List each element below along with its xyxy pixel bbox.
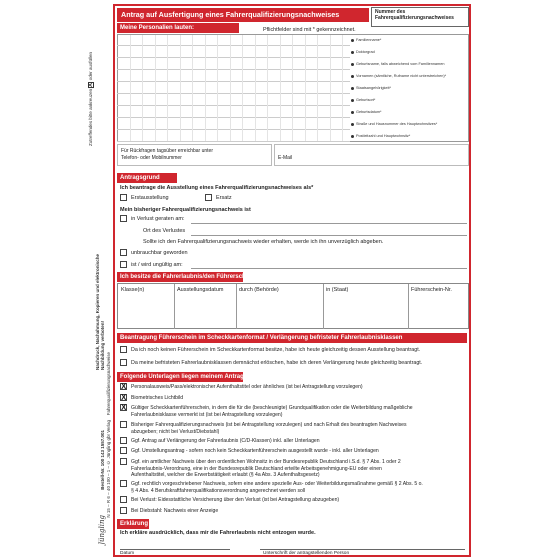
field-line (117, 105, 350, 106)
license-col-date: Ausstellungsdatum (177, 287, 224, 293)
char-grid-line (167, 35, 168, 141)
field-marker-icon (351, 123, 354, 126)
lost-place-label: Ort des Verlustes (143, 228, 186, 234)
document-label: Bisheriger Fahrerqualifizierungsnachweis (ist bei Antragstellung vorzulegen) und nach Erhalt des beantragten Nachweises (131, 422, 407, 428)
char-grid-line (242, 35, 243, 141)
email-label: E-Mail (278, 155, 293, 161)
license-table[interactable] (117, 283, 469, 329)
document-label: Bei Verlust: Eidesstattliche Versicherung über den Verlust (ist bei Antragstellung abzugeben) (131, 497, 340, 503)
personal-field-label: Familienname* (356, 38, 382, 42)
certificate-number-field[interactable] (371, 7, 469, 27)
field-line (117, 129, 350, 130)
copyright-notice: Nachdruck, Nachahmung, Kopieren und elektronische Nachbildung verboten! (95, 253, 105, 370)
document-label: Fahrerlaubnisklasse vermerkt ist (ist bei Antragstellung vorzulegen) (131, 411, 283, 418)
invalid-checkbox[interactable] (120, 261, 127, 268)
char-grid-line (230, 35, 231, 141)
char-grid-line (180, 35, 181, 141)
document-label: Ggf. ein amtlicher Nachweis über den ordentlichen Wohnsitz in der Bundesrepublik Deutschland i.S.d. § 7 Abs. 1 oder 2 (131, 459, 401, 465)
required-note: Pflichtfelder sind mit * gekennzeichnet. (263, 27, 356, 33)
unusable-label: unbrauchbar geworden (131, 250, 188, 256)
document-checkbox[interactable] (120, 496, 127, 503)
license-col-state: in (Staat) (326, 287, 349, 293)
lost-checkbox[interactable] (120, 215, 127, 222)
order-details-title: Fahrerqualifizierungsnachweise (106, 352, 111, 416)
personal-field-label: Geburtsdatum* (356, 110, 382, 114)
card-issue-checkbox[interactable] (120, 346, 127, 353)
char-grid-line (192, 35, 193, 141)
form-title-bar: Antrag auf Ausfertigung eines Fahrerqualifizierungsnachweises (117, 8, 369, 22)
replacement-label: Ersatz (216, 195, 232, 201)
char-grid-line (267, 35, 268, 141)
char-grid-line (255, 35, 256, 141)
tick-example-box: X (88, 82, 94, 87)
first-issue-checkbox[interactable] (120, 194, 127, 201)
tick-instruction: Zutreffendes bitte ankreuzen X oder ausfüllen (88, 52, 94, 147)
field-line (117, 93, 350, 94)
field-marker-icon (351, 75, 354, 78)
document-checkbox[interactable] (120, 480, 127, 487)
certificate-number-label-2: Fahrerqualifizierungsnachweises (375, 15, 454, 21)
license-col-divider (236, 284, 237, 329)
personal-field-label: Geburtsort* (356, 98, 376, 102)
return-note: Sollte ich den Fahrerqualifizierungsnachweis wieder erhalten, werde ich ihn unverzüglich abgeben. (143, 239, 384, 245)
replacement-checkbox[interactable] (205, 194, 212, 201)
date-label: Datum (120, 551, 135, 556)
card-format-bar: Beantragung Führerschein im Scheckkartenformat / Verlängerung befristeter Fahrerlaubnisklassen (117, 333, 467, 343)
char-grid-line (205, 35, 206, 141)
reason-intro: Ich beantrage die Ausstellung eines Fahrerqualifizierungsnachweises als* (120, 185, 314, 191)
personal-field-label: Postleitzahl und Hauptwohnsitz* (356, 134, 411, 138)
char-grid-line (155, 35, 156, 141)
license-col-class: Klasse(n) (121, 287, 145, 293)
document-label: Fahrerlaubnis-Verordnung, eine in der Bundesrepublik Deutschland erteilte Arbeitsgenehmigung-EU oder einen (131, 465, 382, 472)
order-number: Bestell-Nr. 100 143 1557.001 (100, 430, 105, 490)
document-checkbox[interactable] (120, 421, 127, 428)
char-grid-line (317, 35, 318, 141)
char-grid-line (342, 35, 343, 141)
document-label: Ggf. Antrag auf Verlängerung der Fahrerlaubnis (C/D-Klassen) inkl. aller Unterlagen (131, 438, 320, 444)
extension-checkbox[interactable] (120, 359, 127, 366)
phone-label-2: Telefon- oder Mobilnummer (121, 155, 182, 161)
char-grid-line (217, 35, 218, 141)
documents-bar: Folgende Unterlagen liegen meinem Antrag bei (117, 372, 243, 382)
signature-line[interactable] (260, 549, 465, 550)
field-line (117, 57, 350, 58)
field-marker-icon (351, 99, 354, 102)
card-issue-label: Da ich noch keinen Führerschein im Scheckkartenformat besitze, habe ich heute gleichzeitig dessen Ausstellung beantragt. (131, 347, 421, 353)
field-marker-icon (351, 51, 354, 54)
license-col-number: Führerschein-Nr. (411, 287, 452, 293)
field-marker-icon (351, 63, 354, 66)
lost-place-line[interactable] (191, 235, 467, 236)
char-grid-line (142, 35, 143, 141)
document-label: Ggf. Umstellungsantrag - sofern noch kein Scheckkartenführerschein ausgestellt wurde - inkl. aller Unterlagen (131, 448, 379, 454)
brand-logo: Jüngling (98, 515, 106, 545)
phone-field[interactable] (117, 144, 272, 166)
char-grid-line (292, 35, 293, 141)
document-checkbox[interactable]: X (121, 382, 127, 391)
document-label: Ggf. rechtlich vorgeschriebener Nachweis, sofern eine andere spezielle Aus- oder Weiterbildungsmaßnahme gemäß § 2 Abs. 5 o. (131, 481, 423, 487)
document-label: Personalausweis/Pass/elektronischer Aufenthaltstitel oder ähnliches (ist bei Antragstellung vorzulegen) (131, 384, 363, 390)
document-checkbox[interactable] (120, 507, 127, 514)
document-label: Aufenthaltstitel, welcher die Erwerbstätigkeit erlaubt (§ 4a Abs. 3 Aufenthaltsgesetz) (131, 472, 320, 478)
personal-field-label: Straße und Hausnummer des Hauptwohnsitzes* (356, 122, 438, 126)
char-grid-line (305, 35, 306, 141)
document-label: abzugeben; nicht bei Verlust/Diebstahl) (131, 428, 220, 435)
document-checkbox[interactable]: X (121, 393, 127, 402)
signature-label: Unterschrift der antragstellenden Person (263, 551, 350, 556)
license-bar: Ich besitze die Fahrerlaubnis/den Führerschein* (117, 272, 243, 282)
document-checkbox[interactable] (120, 437, 127, 444)
field-marker-icon (351, 87, 354, 90)
document-label: § 4 Abs. 4 Berufskraftfahrerqualifikationsverordnung angerechnet werden soll (131, 487, 306, 494)
document-label: Biometrisches Lichtbild (131, 395, 184, 401)
personal-field-label: Geburtsname, falls abweichend vom Familiennamen (356, 62, 445, 66)
field-marker-icon (351, 111, 354, 114)
field-line (117, 81, 350, 82)
char-grid-line (280, 35, 281, 141)
email-field[interactable] (274, 144, 469, 166)
personal-field-label: Staatsangehörigkeit* (356, 86, 392, 90)
document-label: Gültiger Scheckkartenführerschein, in dem die für die (beschleunigte) Grundqualifikation oder die Weiterbildung maßgebliche (131, 405, 413, 411)
personal-data-bar: Meine Personalien lauten: (117, 23, 239, 33)
field-line (117, 141, 350, 142)
document-checkbox[interactable] (120, 458, 127, 465)
reason-bar: Antragsgrund (117, 173, 177, 183)
char-grid-line (130, 35, 131, 141)
declaration-bar: Erklärung (117, 519, 149, 529)
document-checkbox[interactable]: X (121, 403, 127, 412)
license-col-authority: durch (Behörde) (239, 287, 279, 293)
order-details: N 15 – R 6 – 40 100 – 1 – © Jüngling gbr Verlag (106, 420, 111, 518)
personal-field-label: Vornamen (sämtliche, Rufname nicht unterstreichen)* (356, 74, 447, 78)
document-label: Bei Diebstahl: Nachweis einer Anzeige (131, 508, 219, 514)
field-line (117, 117, 350, 118)
char-grid-line (330, 35, 331, 141)
lost-date-line[interactable] (191, 223, 467, 224)
certificate-number-label: Nummer des (375, 9, 406, 15)
field-line (117, 45, 350, 46)
license-col-divider (174, 284, 175, 329)
invalid-label: ist / wird ungültig am: (131, 262, 183, 268)
field-marker-icon (351, 135, 354, 138)
application-form (113, 4, 471, 557)
date-line[interactable] (120, 549, 230, 550)
field-line (117, 69, 350, 70)
unusable-checkbox[interactable] (120, 249, 127, 256)
field-marker-icon (351, 39, 354, 42)
lost-label: in Verlust geraten am: (131, 216, 185, 222)
license-col-divider (408, 284, 409, 329)
personal-field-label: Doktorgrad (356, 50, 375, 54)
first-issue-label: Erstausstellung (131, 195, 169, 201)
license-col-divider (323, 284, 324, 329)
previous-certificate-title: Mein bisheriger Fahrerqualifizierungsnachweis ist (120, 207, 251, 213)
invalid-date-line[interactable] (191, 268, 467, 269)
phone-label: Für Rückfragen tagsüber erreichbar unter (121, 148, 213, 154)
extension-label: Da meine befristeten Fahrerlaubnisklassen demnächst erlöschen, habe ich deren Verlängerung heute gleichzeitig beantragt. (131, 360, 423, 366)
declaration-text: Ich erkläre ausdrücklich, dass mir die Fahrerlaubnis nicht entzogen wurde. (120, 530, 316, 536)
document-checkbox[interactable] (120, 447, 127, 454)
